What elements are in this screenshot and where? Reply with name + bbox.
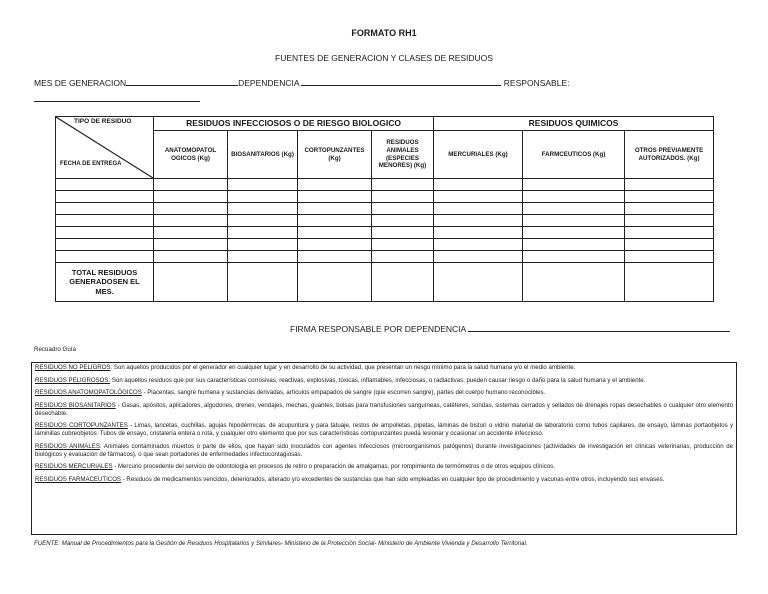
- guide-item: [35, 402, 733, 418]
- fuente-note: FUENTE: Manual de Procedimientos para la Gestión de Residuos Hospitalarios y Similares- Ministerio de la Protección Social- Ministerio de Ambiente Vivienda y Desarrollo Territorial.: [34, 540, 528, 547]
- tipo-residuo-label: TIPO DE RESIDUO: [74, 118, 132, 125]
- quantity-cell[interactable]: [625, 191, 714, 203]
- guide-term: RESIDUOS BIOSANITARIOS: [35, 401, 116, 409]
- col-header-mercuriales: MERCURIALES (Kg): [434, 131, 523, 179]
- fecha-entrega-cell[interactable]: [56, 179, 154, 191]
- quantity-cell[interactable]: [434, 203, 523, 215]
- guide-text: - Placentas, sangre humana y sustancias derivadas, artículos empapados de sangre (que escurren sangre), partes del cuerpo humano reconocibles.: [141, 389, 546, 397]
- diagonal-divider: [56, 117, 153, 178]
- group-quimicos-header: RESIDUOS QUIMICOS: [434, 117, 714, 131]
- dependencia-input-line[interactable]: [301, 76, 501, 86]
- guide-term: RESIDUOS FARMACEUTICOS: [35, 475, 121, 483]
- responsable-label: RESPONSABLE:: [503, 78, 570, 88]
- quantity-cell[interactable]: [372, 203, 434, 215]
- guide-term: RESIDUOS ANATOMOPATOLÓGICOS: [35, 389, 142, 397]
- quantity-cell[interactable]: [523, 227, 625, 239]
- total-cell[interactable]: [298, 263, 372, 302]
- guide-item: [35, 389, 733, 397]
- guide-text: : Animales contaminados muertos o parte de ellos, que hayan sido inoculados con agentes infecciosos (microorganismos patógenos) durante investigaciones (actividades de investigación en clínicas veterinarias, producción de biológicos y evaluación de fármacos), o que sean portadores de enfermedades infectocontagiosas.: [35, 442, 733, 458]
- guide-term: RESIDUOS NO PELIGROS: [35, 364, 111, 371]
- quantity-cell[interactable]: [434, 215, 523, 227]
- form-subtitle: FUENTES DE GENERACION Y CLASES DE RESIDUOS: [275, 53, 493, 63]
- quantity-cell[interactable]: [298, 179, 372, 191]
- guide-item: [35, 364, 733, 372]
- firma-row: [290, 322, 730, 334]
- responsable-input-line[interactable]: [34, 101, 200, 102]
- total-cell[interactable]: [154, 263, 228, 302]
- quantity-cell[interactable]: [523, 179, 625, 191]
- quantity-cell[interactable]: [372, 215, 434, 227]
- col-header-cortopunzantes: CORTOPUNZANTES (Kg): [298, 131, 372, 179]
- quantity-cell[interactable]: [372, 191, 434, 203]
- quantity-cell[interactable]: [228, 203, 298, 215]
- quantity-cell[interactable]: [372, 239, 434, 251]
- header-fields: [34, 76, 754, 88]
- quantity-cell[interactable]: [523, 203, 625, 215]
- quantity-cell[interactable]: [228, 179, 298, 191]
- firma-label: FIRMA RESPONSABLE POR DEPENDENCIA: [290, 324, 466, 334]
- quantity-cell[interactable]: [434, 251, 523, 263]
- quantity-cell[interactable]: [154, 179, 228, 191]
- total-cell[interactable]: [434, 263, 523, 302]
- fecha-entrega-cell[interactable]: [56, 191, 154, 203]
- quantity-cell[interactable]: [228, 215, 298, 227]
- col-header-biosanitarios: BIOSANITARIOS (Kg): [228, 131, 298, 179]
- quantity-cell[interactable]: [228, 251, 298, 263]
- quantity-cell[interactable]: [625, 251, 714, 263]
- table-row: [56, 227, 714, 239]
- quantity-cell[interactable]: [298, 191, 372, 203]
- total-cell[interactable]: [228, 263, 298, 302]
- guide-item: [35, 377, 733, 385]
- fecha-entrega-cell[interactable]: [56, 251, 154, 263]
- quantity-cell[interactable]: [298, 203, 372, 215]
- table-row: [56, 215, 714, 227]
- fecha-entrega-cell[interactable]: [56, 239, 154, 251]
- quantity-cell[interactable]: [625, 179, 714, 191]
- mes-label: MES DE GENERACION: [34, 78, 127, 88]
- total-label-cell: TOTAL RESIDUOS GENERADOSEN EL MES.: [56, 263, 154, 302]
- quantity-cell[interactable]: [434, 239, 523, 251]
- guide-item: [35, 422, 733, 438]
- form-title: FORMATO RH1: [351, 28, 417, 38]
- quantity-cell[interactable]: [154, 227, 228, 239]
- firma-input-line[interactable]: [468, 322, 730, 332]
- total-cell[interactable]: [625, 263, 714, 302]
- quantity-cell[interactable]: [154, 191, 228, 203]
- col-header-anatomopatologicos: ANATOMOPATOL OGICOS (Kg): [154, 131, 228, 179]
- data-rows: [56, 179, 714, 263]
- quantity-cell[interactable]: [523, 251, 625, 263]
- guide-term: RESIDUOS ANIMALES: [35, 442, 100, 450]
- quantity-cell[interactable]: [228, 191, 298, 203]
- table-row: [56, 239, 714, 251]
- guide-item: [35, 463, 733, 471]
- quantity-cell[interactable]: [434, 191, 523, 203]
- table-row: [56, 203, 714, 215]
- guide-text: - Gasas, apósitos, aplicadores, algodones, drenes, vendajes, mechas, guantes, bolsas para transfusiones sanguíneas, catéteres, sondas, sistemas cerrados y sellados de drenajes ropas desechables o cualquier otro elemento desechable.: [35, 401, 733, 417]
- total-cell[interactable]: [523, 263, 625, 302]
- quantity-cell[interactable]: [625, 227, 714, 239]
- quantity-cell[interactable]: [523, 239, 625, 251]
- quantity-cell[interactable]: [154, 203, 228, 215]
- quantity-cell[interactable]: [372, 179, 434, 191]
- table-row: [56, 191, 714, 203]
- table-row: [56, 251, 714, 263]
- quantity-cell[interactable]: [372, 227, 434, 239]
- fecha-entrega-cell[interactable]: [56, 203, 154, 215]
- guide-term: RESIDUOS PELIGROSOS:: [35, 376, 111, 384]
- guide-text: Son aquellos residuos que por sus características corrosivas, reactivas, explosivas, tóxicas, inflamables, infecciosas, o radiactivas, pueden causar riesgo o daño para la salud humana y el ambiente.: [110, 376, 646, 384]
- quantity-cell[interactable]: [228, 227, 298, 239]
- col-header-animales: RESIDUOS ANIMALES (ESPECIES MENORES) (Kg): [372, 131, 434, 179]
- guide-text: - Limas, lancetas, cuchillas, agujas hipodérmicas, de acupuntura y para tatuaje, restos de ampolletas, pipetas, láminas de bisturí o vidrio material de laboratorio como tubos capilares, de ensayo, láminas portaobjetos y laminillas cubreobjetos. Tubos de ensayo, cristalería entera o rota, y cualquier otro elemento que por sus características cortopunzantes pueda lesionar y ocasionar un accidente infeccioso.: [35, 422, 733, 438]
- corner-header-cell: [56, 117, 154, 179]
- guide-box: [31, 362, 737, 535]
- guide-term: RESIDUOS MERCURIALES: [35, 463, 113, 471]
- quantity-cell[interactable]: [298, 239, 372, 251]
- quantity-cell[interactable]: [625, 215, 714, 227]
- quantity-cell[interactable]: [298, 215, 372, 227]
- quantity-cell[interactable]: [298, 251, 372, 263]
- quantity-cell[interactable]: [625, 239, 714, 251]
- guide-item: [35, 443, 733, 459]
- fecha-entrega-cell[interactable]: [56, 227, 154, 239]
- quantity-cell[interactable]: [372, 251, 434, 263]
- recuadro-guia-label: Recuadro Guía: [34, 346, 76, 353]
- guide-item: [35, 476, 733, 484]
- quantity-cell[interactable]: [434, 179, 523, 191]
- quantity-cell[interactable]: [154, 215, 228, 227]
- total-cell[interactable]: [372, 263, 434, 302]
- quantity-cell[interactable]: [523, 215, 625, 227]
- quantity-cell[interactable]: [434, 227, 523, 239]
- group-infecciosos-header: RESIDUOS INFECCIOSOS O DE RIESGO BIOLOGICO: [154, 117, 434, 131]
- fecha-entrega-label: FECHA DE ENTREGA: [60, 160, 122, 167]
- guide-term: RESIDUOS CORTOPUNZANTES: [35, 422, 128, 430]
- waste-table: [55, 116, 714, 302]
- quantity-cell[interactable]: [298, 227, 372, 239]
- col-header-otros: OTROS PREVIAMENTE AUTORIZADOS. (Kg): [625, 131, 714, 179]
- quantity-cell[interactable]: [154, 251, 228, 263]
- guide-text: - Mercurio procedente del servicio de odontología en procesos de retiro o preparación de amalgamas, por rompimiento de termómetros o de otros equipos clínicos.: [112, 463, 555, 471]
- table-row: [56, 179, 714, 191]
- quantity-cell[interactable]: [625, 203, 714, 215]
- mes-input-line[interactable]: [126, 76, 238, 86]
- guide-text: : Son aquellos producidos por el generador en cualquier lugar y en desarrollo de su actividad, que presentan un riesgo mínimo para la salud humana y/o el medio ambiente.: [110, 364, 576, 371]
- guide-text: - Residuos de medicamentos vencidos, deteriorados, alterado y/o excedentes de sustancias que han sido empleadas en cualquier tipo de procedimiento y vacunas entre otros, incluyendo sus envases.: [121, 475, 665, 483]
- quantity-cell[interactable]: [228, 239, 298, 251]
- quantity-cell[interactable]: [523, 191, 625, 203]
- quantity-cell[interactable]: [154, 239, 228, 251]
- fecha-entrega-cell[interactable]: [56, 215, 154, 227]
- dependencia-label: DEPENDENCIA: [238, 78, 300, 88]
- col-header-farmaceuticos: FARMCEUTICOS (Kg): [523, 131, 625, 179]
